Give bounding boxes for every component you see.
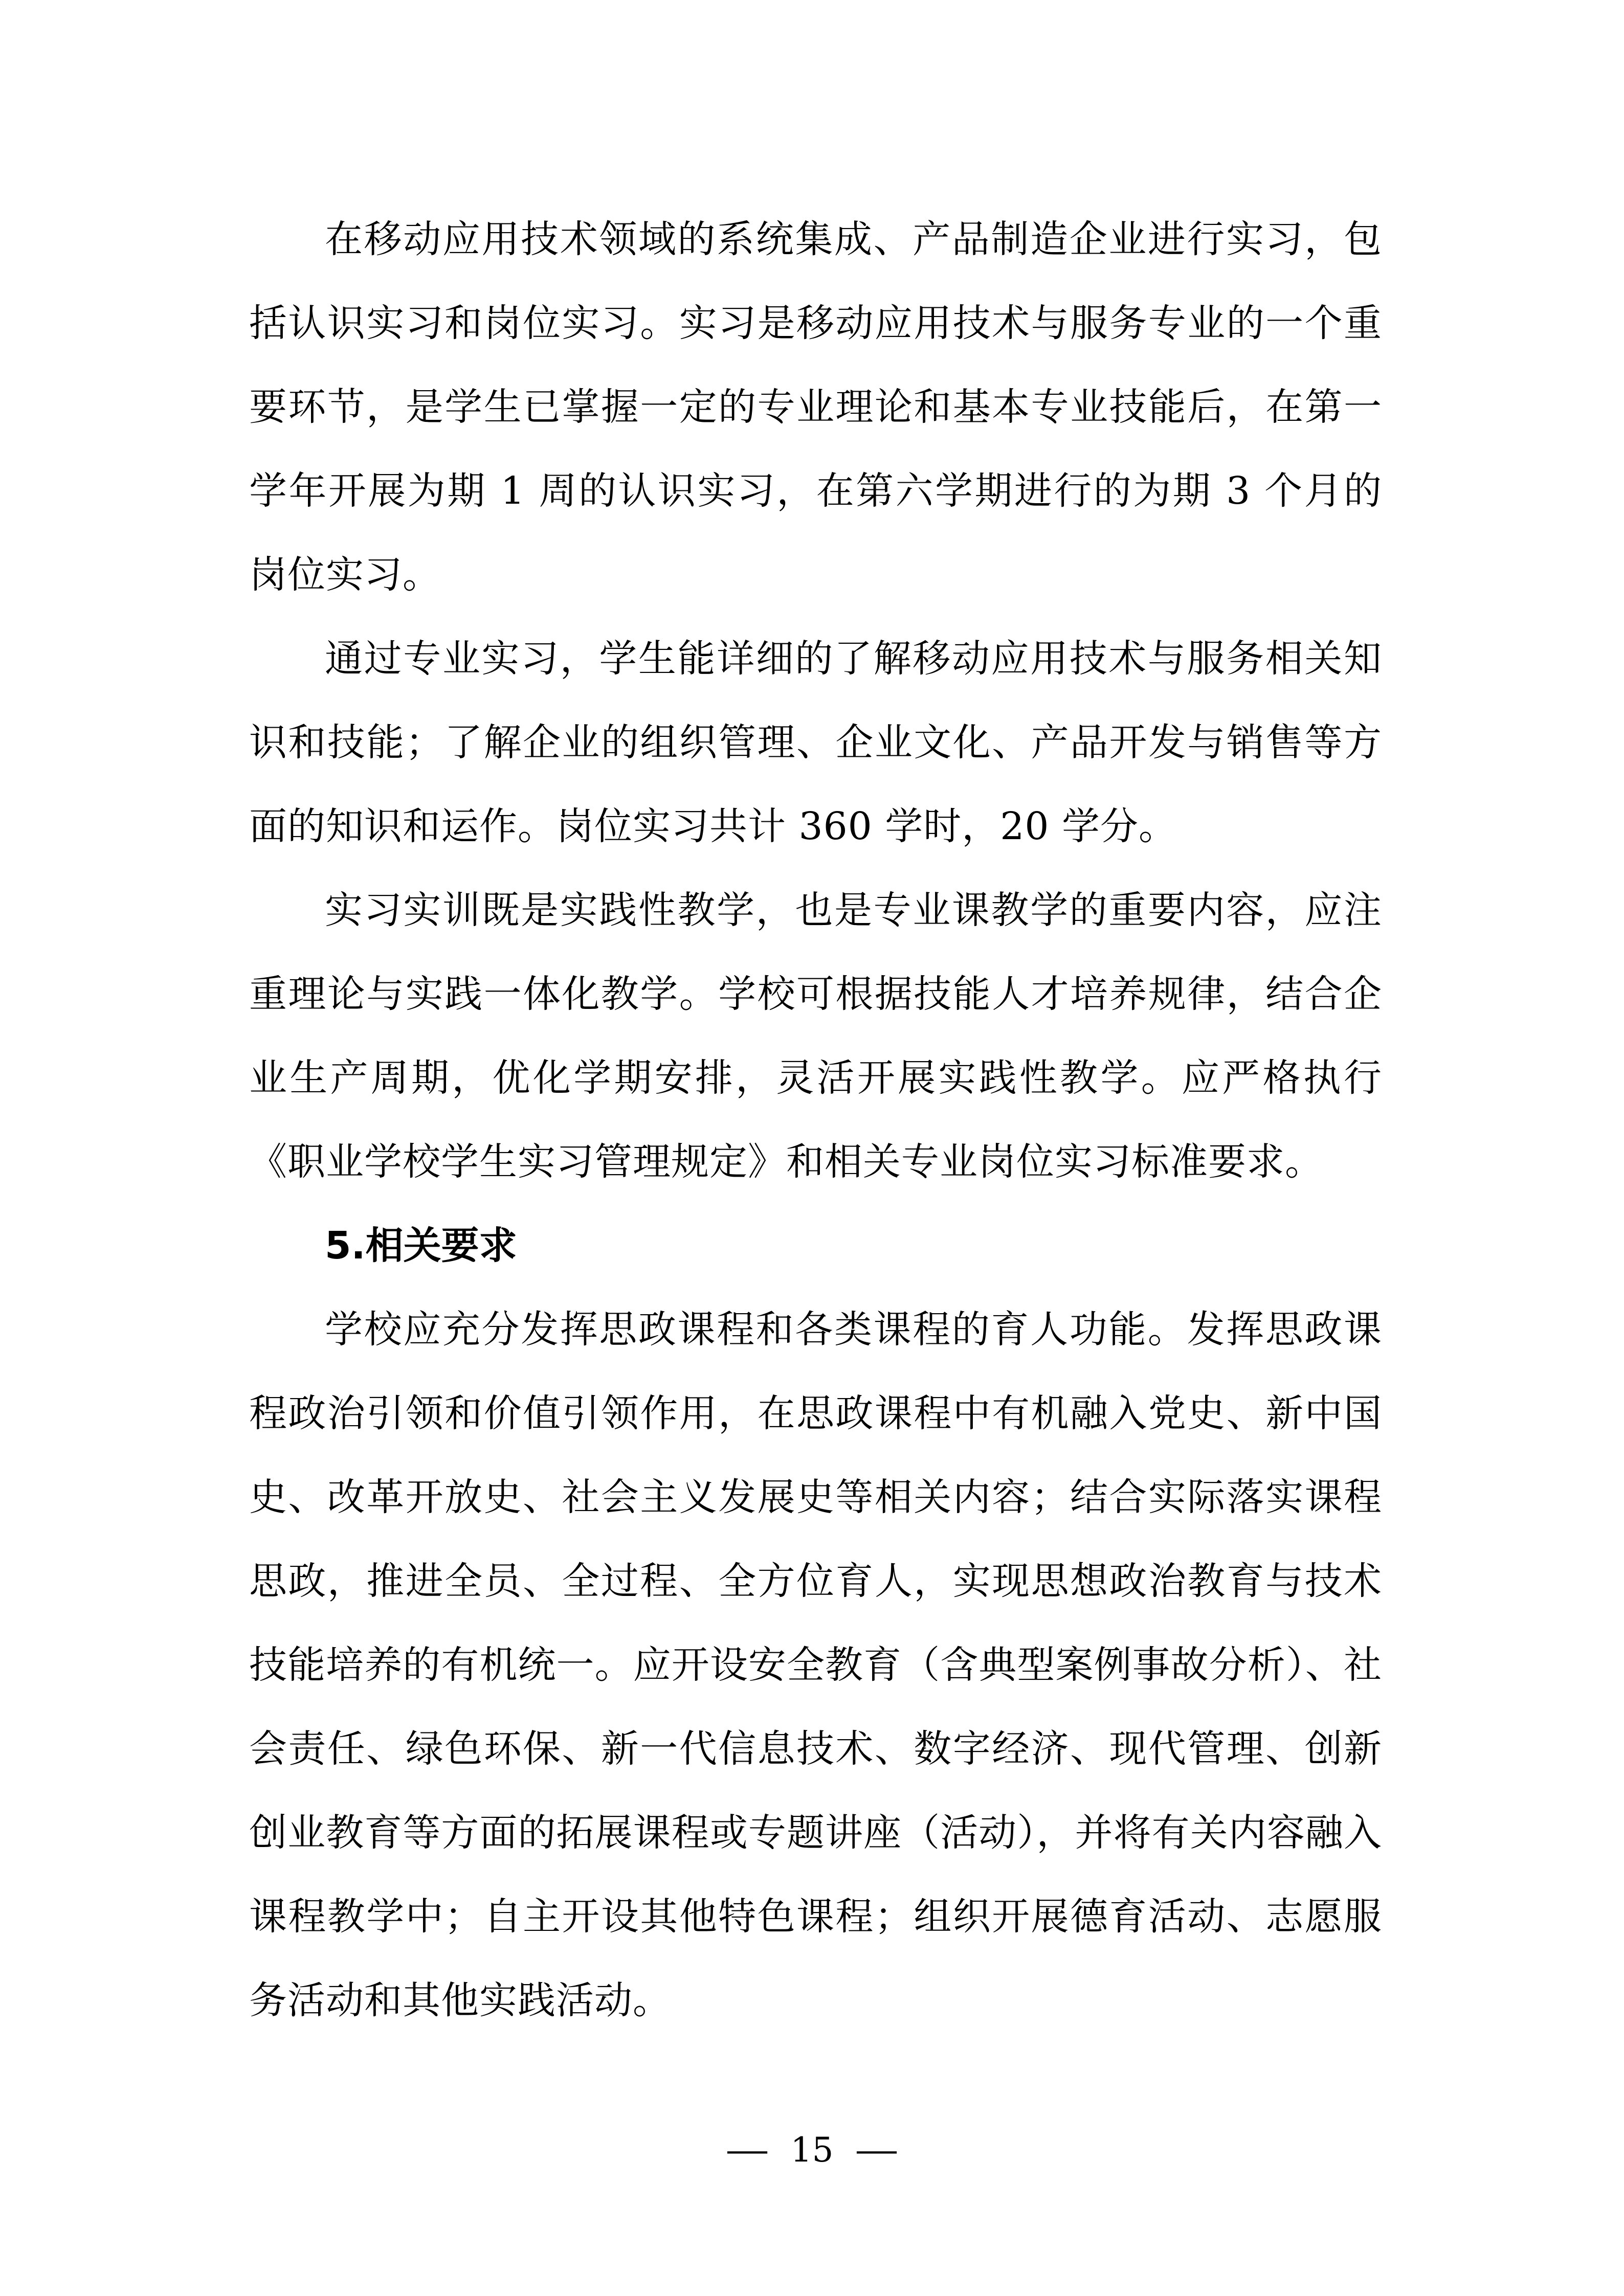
paragraph-moral-education-requirements: 学校应充分发挥思政课程和各类课程的育人功能。发挥思政课程政治引领和价值引领作用，在思政课程中有机融入党史、新中国史、改革开放史、社会主义发展史等相关内容；结合实际落实课程思政，推进全员、全过程、全方位育人，实现思想政治教育与技术技能培养的有机统一。应开设安全教育（含典型案例事故分析）、社会责任、绿色环保、新一代信息技术、数字经济、现代管理、创新创业教育等方面的拓展课程或专题讲座（活动），并将有关内容融入课程教学中；自主开设其他特色课程；组织开展德育活动、志愿服务活动和其他实践活动。 (249, 1308, 1382, 2022)
paragraph-internship-overview: 在移动应用技术领域的系统集成、产品制造企业进行实习，包括认识实习和岗位实习。实习是移动应用技术与服务专业的一个重要环节，是学生已掌握一定的专业理论和基本专业技能后，在第一学年开展为期 1 周的认识实习，在第六学期进行的为期 3 个月的岗位实习。 (249, 217, 1382, 597)
page-footer (0, 2127, 1624, 2173)
section-heading-related-requirements: 5.相关要求 (325, 1224, 517, 1268)
paragraph-internship-outcomes: 通过专业实习，学生能详细的了解移动应用技术与服务相关知识和技能；了解企业的组织管理、企业文化、产品开发与销售等方面的知识和运作。岗位实习共计 360 学时，20 学分。 (249, 637, 1382, 848)
paragraph-practical-teaching: 实习实训既是实践性教学，也是专业课教学的重要内容，应注重理论与实践一体化教学。学校可根据技能人才培养规律，结合企业生产周期，优化学期安排，灵活开展实践性教学。应严格执行《职业学校学生实习管理规定》和相关专业岗位实习标准要求。 (249, 888, 1382, 1184)
page-number: 15 (790, 2130, 834, 2170)
footer-right-dash: — (855, 2130, 899, 2170)
footer-left-dash: — (725, 2130, 769, 2170)
document-body (249, 197, 1382, 2042)
